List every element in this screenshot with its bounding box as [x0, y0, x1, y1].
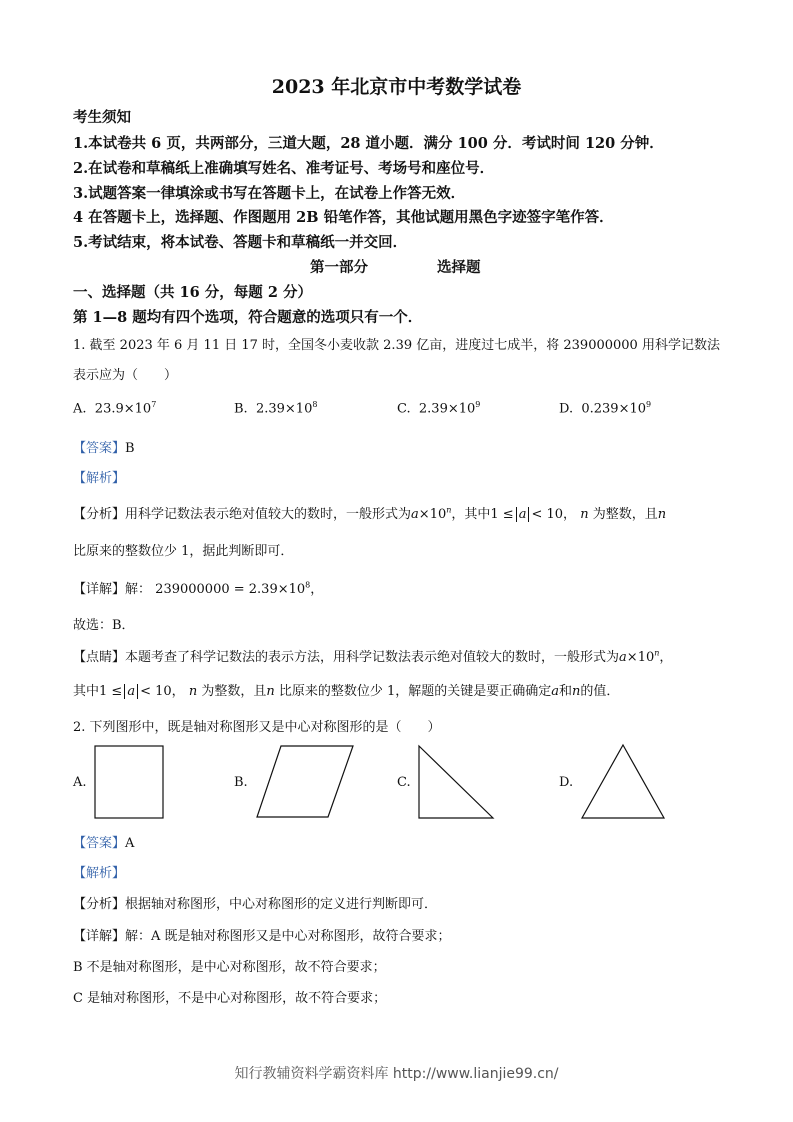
- notice-item-1: 1.本试卷共 6 页，共两部分，三道大题，28 道小题．满分 100 分．考试时间 120 分钟．: [73, 135, 664, 152]
- q1-dianjing-line2: [73, 680, 619, 699]
- q2-option-a-label: A.: [73, 775, 87, 790]
- q1-option-c-exp: 9: [475, 400, 481, 409]
- notice-item-3: 3.试题答案一律填涂或书写在答题卡上，在试卷上作答无效．: [73, 185, 466, 202]
- q1-option-d-mantissa: 0.239: [581, 401, 619, 417]
- q1-option-b-mantissa: 2.39: [255, 401, 285, 417]
- q1-xiangjie-eq: 239000000 = 2.39×10: [155, 582, 306, 597]
- q1-dianjing-range-left: 1 ≤: [99, 684, 123, 699]
- q1-dianjing-part1: 本题考查了科学记数法的表示方法，用科学记数法表示绝对值较大的数时，一般形式为: [125, 650, 620, 665]
- q1-fenxi-part3: ，: [563, 507, 577, 522]
- q2-option-d-label: D.: [559, 775, 574, 790]
- q2-fenxi-text: 根据轴对称图形，中心对称图形的定义进行判断即可．: [125, 897, 438, 912]
- q1-option-d-label: D.: [559, 401, 574, 417]
- q1-dianjing-n3: n: [572, 684, 581, 699]
- q1-option-d: [559, 400, 651, 416]
- q1-option-c-label: C.: [397, 401, 411, 417]
- q2-line-c: C 是轴对称图形，不是中心对称图形，故不符合要求；: [73, 991, 387, 1006]
- q2-answer-tag: 【答案】: [73, 836, 126, 851]
- q1-fenxi-form-a: a: [411, 507, 419, 522]
- q1-dianjing-line2-f: 的值．: [580, 684, 620, 699]
- q1-stem-line2: 表示应为（ ）: [73, 368, 178, 383]
- q1-option-c-times: ×10: [447, 401, 476, 417]
- q2-answer-value: A: [125, 836, 135, 851]
- square-shape: [92, 744, 166, 820]
- q1-stem-line1: 1. 截至 2023 年 6 月 11 日 17 时，全国冬小麦收款 2.39 亿亩，进度过七成半，将 239000000 用科学记数法: [73, 338, 720, 353]
- q1-dianjing-line1: 【点睛】本题考查了科学记数法的表示方法，用科学记数法表示绝对值较大的数时，一般形式为$a\times 10^n$，: [73, 648, 673, 665]
- q1-fenxi-line1: [73, 503, 666, 522]
- q1-dianjing-range-right: < 10: [140, 684, 172, 699]
- q1-option-b: [234, 400, 317, 416]
- q2-analysis-tag: 【解析】: [73, 866, 126, 881]
- q1-dianjing-a: a: [551, 684, 560, 699]
- q1-dianjing-form-times: ×10: [626, 650, 655, 665]
- q1-guxuan: 故选：B．: [73, 618, 135, 633]
- q1-option-c: [397, 400, 480, 416]
- q1-dianjing-range-var: a: [124, 684, 138, 699]
- q2-option-b-label: B.: [234, 775, 248, 790]
- q1-option-a-exp: 7: [151, 400, 157, 409]
- q1-dianjing-line2-b: ，: [171, 684, 185, 699]
- q1-option-a: [73, 400, 156, 416]
- q1-answer: [73, 437, 135, 456]
- q1-fenxi-part4: 为整数，且: [592, 507, 658, 522]
- q1-dianjing-line2-a: 其中: [73, 684, 100, 699]
- q1-fenxi-line2: 比原来的整数位少 1，据此判断即可．: [73, 544, 294, 559]
- part-name: 第一部分: [310, 259, 368, 276]
- q1-xiangjie-exp: 8: [305, 580, 311, 590]
- q1-xiangjie-end: ，: [310, 582, 324, 597]
- q1-answer-tag: 【答案】: [73, 441, 126, 456]
- q1-option-d-exp: 9: [646, 400, 652, 409]
- equilateral-triangle-shape: [579, 743, 667, 821]
- page-title: 2023 年北京市中考数学试卷: [271, 76, 522, 98]
- q1-fenxi-tag: 【分析】: [73, 507, 126, 522]
- q1-dianjing-tag: 【点睛】: [73, 650, 126, 665]
- q1-fenxi-n: n: [580, 507, 589, 522]
- q1-fenxi-form-times: ×10: [418, 507, 447, 522]
- q1-fenxi-range-var: a: [516, 507, 530, 522]
- q1-xiangjie: [73, 578, 323, 597]
- q1-option-a-label: A.: [73, 401, 87, 417]
- q1-dianjing-n1: n: [188, 684, 198, 699]
- part-type: 选择题: [437, 259, 481, 276]
- q2-option-c-label: C.: [397, 775, 411, 790]
- q2-fenxi-tag: 【分析】: [73, 897, 126, 912]
- q1-dianjing-form-a: a: [619, 650, 627, 665]
- q1-fenxi-part2: ，其中: [451, 507, 491, 522]
- q1-xiangjie-text: 解：: [125, 582, 152, 597]
- notice-item-2: 2.在试卷和草稿纸上准确填写姓名、准考证号、考场号和座位号．: [73, 160, 495, 177]
- q1-dianjing-n2: n: [266, 684, 275, 699]
- notice-item-4: 4 在答题卡上，选择题、作图题用 2B 铅笔作答，其他试题用黑色字迹签字笔作答．: [73, 209, 614, 226]
- q1-analysis-tag: 【解析】: [73, 471, 126, 486]
- right-triangle-shape: [416, 744, 496, 820]
- q1-fenxi-n2: n: [657, 507, 667, 522]
- q1-option-a-times: ×10: [123, 401, 152, 417]
- footer-link[interactable]: 知行教辅资料学霸资料库 http://www.lianjie99.cn/: [234, 1066, 559, 1082]
- section-instruction: 第 1—8 题均有四个选项，符合题意的选项只有一个．: [73, 309, 423, 326]
- q1-dianjing-form-n: n: [654, 648, 660, 658]
- q1-option-d-times: ×10: [618, 401, 647, 417]
- q2-answer: [73, 832, 134, 851]
- notice-heading: 考生须知: [73, 109, 131, 126]
- q1-fenxi-part1: 用科学记数法表示绝对值较大的数时，一般形式为: [125, 507, 412, 522]
- q1-option-b-exp: 8: [312, 400, 318, 409]
- q1-fenxi-form-n: n: [446, 505, 452, 515]
- q1-option-b-label: B.: [234, 401, 248, 417]
- q2-xiangjie-text: 解：A 既是轴对称图形又是中心对称图形，故符合要求；: [125, 929, 451, 944]
- q1-xiangjie-tag: 【详解】: [73, 582, 126, 597]
- notice-item-5: 5.考试结束，将本试卷、答题卡和草稿纸一并交回．: [73, 234, 408, 251]
- q1-dianjing-line2-e: 和: [559, 684, 573, 699]
- q1-dianjing-line2-d: 比原来的整数位少 1，解题的关键是要正确确定: [278, 684, 552, 699]
- q2-line-b: B 不是轴对称图形，是中心对称图形，故不符合要求；: [73, 960, 386, 975]
- q1-fenxi-range-right: < 10: [531, 507, 564, 522]
- parallelogram-shape: [254, 744, 356, 820]
- q1-option-b-times: ×10: [284, 401, 313, 417]
- section-heading: 一、选择题（共 16 分，每题 2 分）: [73, 284, 312, 301]
- q2-xiangjie-tag: 【详解】: [73, 929, 126, 944]
- q2-fenxi: [73, 893, 437, 912]
- q2-stem: 2. 下列图形中，既是轴对称图形又是中心对称图形的是（ ）: [73, 720, 441, 735]
- q2-xiangjie: [73, 925, 451, 944]
- q1-fenxi-range-left: 1 ≤: [490, 507, 514, 522]
- q1-option-c-mantissa: 2.39: [418, 401, 448, 417]
- q1-answer-value: B: [125, 441, 135, 456]
- q1-option-a-mantissa: 23.9: [94, 401, 124, 417]
- q1-dianjing-line2-c: 为整数，且: [201, 684, 267, 699]
